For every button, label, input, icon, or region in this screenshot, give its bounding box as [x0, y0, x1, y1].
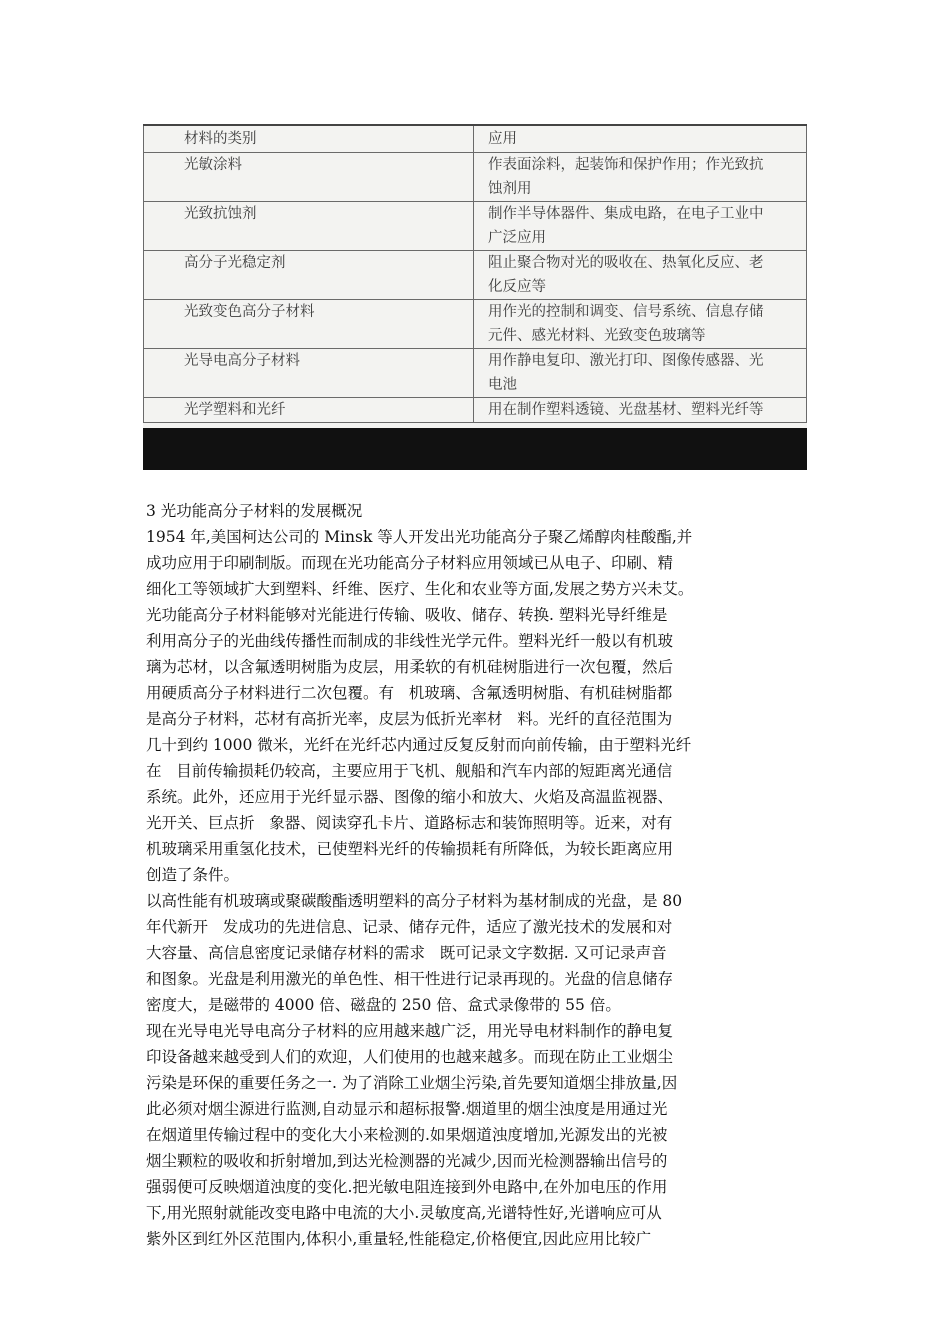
text-line: 是高分子材料，芯材有高折光率，皮层为低折光率材 料。光纤的直径范围为: [146, 710, 673, 728]
table-row: [144, 300, 807, 349]
application-line: 阻止聚合物对光的吸收在、热氧化反应、老: [488, 255, 764, 271]
application-line: 制作半导体器件、集成电路，在电子工业中: [488, 206, 764, 222]
text-line: 系统。此外，还应用于光纤显示器、图像的缩小和放大、火焰及高温监视器、: [146, 788, 674, 806]
table-row: [144, 398, 807, 423]
text-line: 大容量、高信息密度记录储存材料的需求 既可记录文字数据. 又可记录声音: [146, 944, 667, 962]
table-row: [144, 202, 807, 251]
text-line: 和图象。光盘是利用激光的单色性、相干性进行记录再现的。光盘的信息储存: [146, 970, 674, 988]
application-line: 作表面涂料，起装饰和保护作用；作光致抗: [488, 157, 764, 173]
text-line: 年代新开 发成功的先进信息、记录、储存元件，适应了激光技术的发展和对: [146, 918, 673, 936]
text-line: 成功应用于印刷制版。而现在光功能高分子材料应用领域已从电子、印刷、精: [146, 554, 674, 572]
text-line: 强弱便可反映烟道浊度的变化.把光敏电阻连接到外电路中,在外加电压的作用: [146, 1178, 668, 1196]
text-line: 1954 年,美国柯达公司的 Minsk 等人开发出光功能高分子聚乙烯醇肉桂酸酯,并: [146, 528, 693, 546]
text-line: 用硬质高分子材料进行二次包覆。有 机玻璃、含氟透明树脂、有机硅树脂都: [146, 684, 673, 702]
row-category: 光敏涂料: [144, 153, 474, 202]
text-line: 机玻璃采用重氢化技术，已使塑料光纤的传输损耗有所降低，为较长距离应用: [146, 840, 674, 858]
section-heading: 3 光功能高分子材料的发展概况: [146, 502, 363, 520]
header-category: 材料的类别: [144, 125, 474, 153]
text-line: 几十到约 1000 微米，光纤在光纤芯内通过反复反射而向前传输，由于塑料光纤: [146, 736, 692, 754]
body-text: [146, 498, 816, 1252]
row-application: [474, 251, 807, 300]
row-application: [474, 202, 807, 251]
application-line: 化反应等: [488, 279, 546, 295]
text-line: 此必须对烟尘源进行监测,自动显示和超标报警.烟道里的烟尘浊度是用通过光: [146, 1100, 668, 1118]
text-line: 在烟道里传输过程中的变化大小来检测的.如果烟道浊度增加,光源发出的光被: [146, 1126, 668, 1144]
text-line: 紫外区到红外区范围内,体积小,重量轻,性能稳定,价格便宜,因此应用比较广: [146, 1230, 652, 1248]
materials-table-image: [143, 124, 807, 470]
row-application: [474, 398, 807, 423]
header-application: 应用: [474, 125, 807, 153]
text-line: 璃为芯材，以含氟透明树脂为皮层，用柔软的有机硅树脂进行一次包覆，然后: [146, 658, 674, 676]
application-line: 蚀剂用: [488, 181, 532, 197]
table-row: [144, 349, 807, 398]
image-black-band: [143, 428, 807, 470]
text-line: 在 目前传输损耗仍较高，主要应用于飞机、舰船和汽车内部的短距离光通信: [146, 762, 673, 780]
row-application: [474, 153, 807, 202]
text-line: 密度大，是磁带的 4000 倍、磁盘的 250 倍、盒式录像带的 55 倍。: [146, 996, 621, 1014]
application-line: 元件、感光材料、光致变色玻璃等: [488, 328, 706, 344]
row-category: 高分子光稳定剂: [144, 251, 474, 300]
table-header-row: [144, 125, 807, 153]
application-line: 电池: [488, 377, 517, 393]
table-row: [144, 153, 807, 202]
row-application: [474, 349, 807, 398]
materials-table: [143, 124, 807, 423]
text-line: 以高性能有机玻璃或聚碳酸酯透明塑料的高分子材料为基材制成的光盘，是 80: [146, 892, 683, 910]
text-line: 烟尘颗粒的吸收和折射增加,到达光检测器的光减少,因而光检测器输出信号的: [146, 1152, 668, 1170]
table-row: [144, 251, 807, 300]
text-line: 利用高分子的光曲线传播性而制成的非线性光学元件。塑料光纤一般以有机玻: [146, 632, 674, 650]
row-category: 光致抗蚀剂: [144, 202, 474, 251]
row-application: [474, 300, 807, 349]
application-line: 用作光的控制和调变、信号系统、信息存储: [488, 304, 764, 320]
text-line: 污染是环保的重要任务之一. 为了消除工业烟尘污染,首先要知道烟尘排放量,因: [146, 1074, 678, 1092]
text-line: 光开关、巨点折 象器、阅读穿孔卡片、道路标志和装饰照明等。近来，对有: [146, 814, 673, 832]
application-line: 用在制作塑料透镜、光盘基材、塑料光纤等: [488, 402, 764, 418]
text-line: 下,用光照射就能改变电路中电流的大小.灵敏度高,光谱特性好,光谱响应可从: [146, 1204, 662, 1222]
application-line: 广泛应用: [488, 230, 546, 246]
row-category: 光导电高分子材料: [144, 349, 474, 398]
text-line: 光功能高分子材料能够对光能进行传输、吸收、储存、转换. 塑料光导纤维是: [146, 606, 668, 624]
application-line: 用作静电复印、激光打印、图像传感器、光: [488, 353, 764, 369]
text-line: 细化工等领域扩大到塑料、纤维、医疗、生化和农业等方面,发展之势方兴未艾。: [146, 580, 694, 598]
row-category: 光致变色高分子材料: [144, 300, 474, 349]
row-category: 光学塑料和光纤: [144, 398, 474, 423]
text-line: 现在光导电光导电高分子材料的应用越来越广泛，用光导电材料制作的静电复: [146, 1022, 674, 1040]
text-line: 创造了条件。: [146, 866, 240, 884]
text-line: 印设备越来越受到人们的欢迎，人们使用的也越来越多。而现在防止工业烟尘: [146, 1048, 674, 1066]
